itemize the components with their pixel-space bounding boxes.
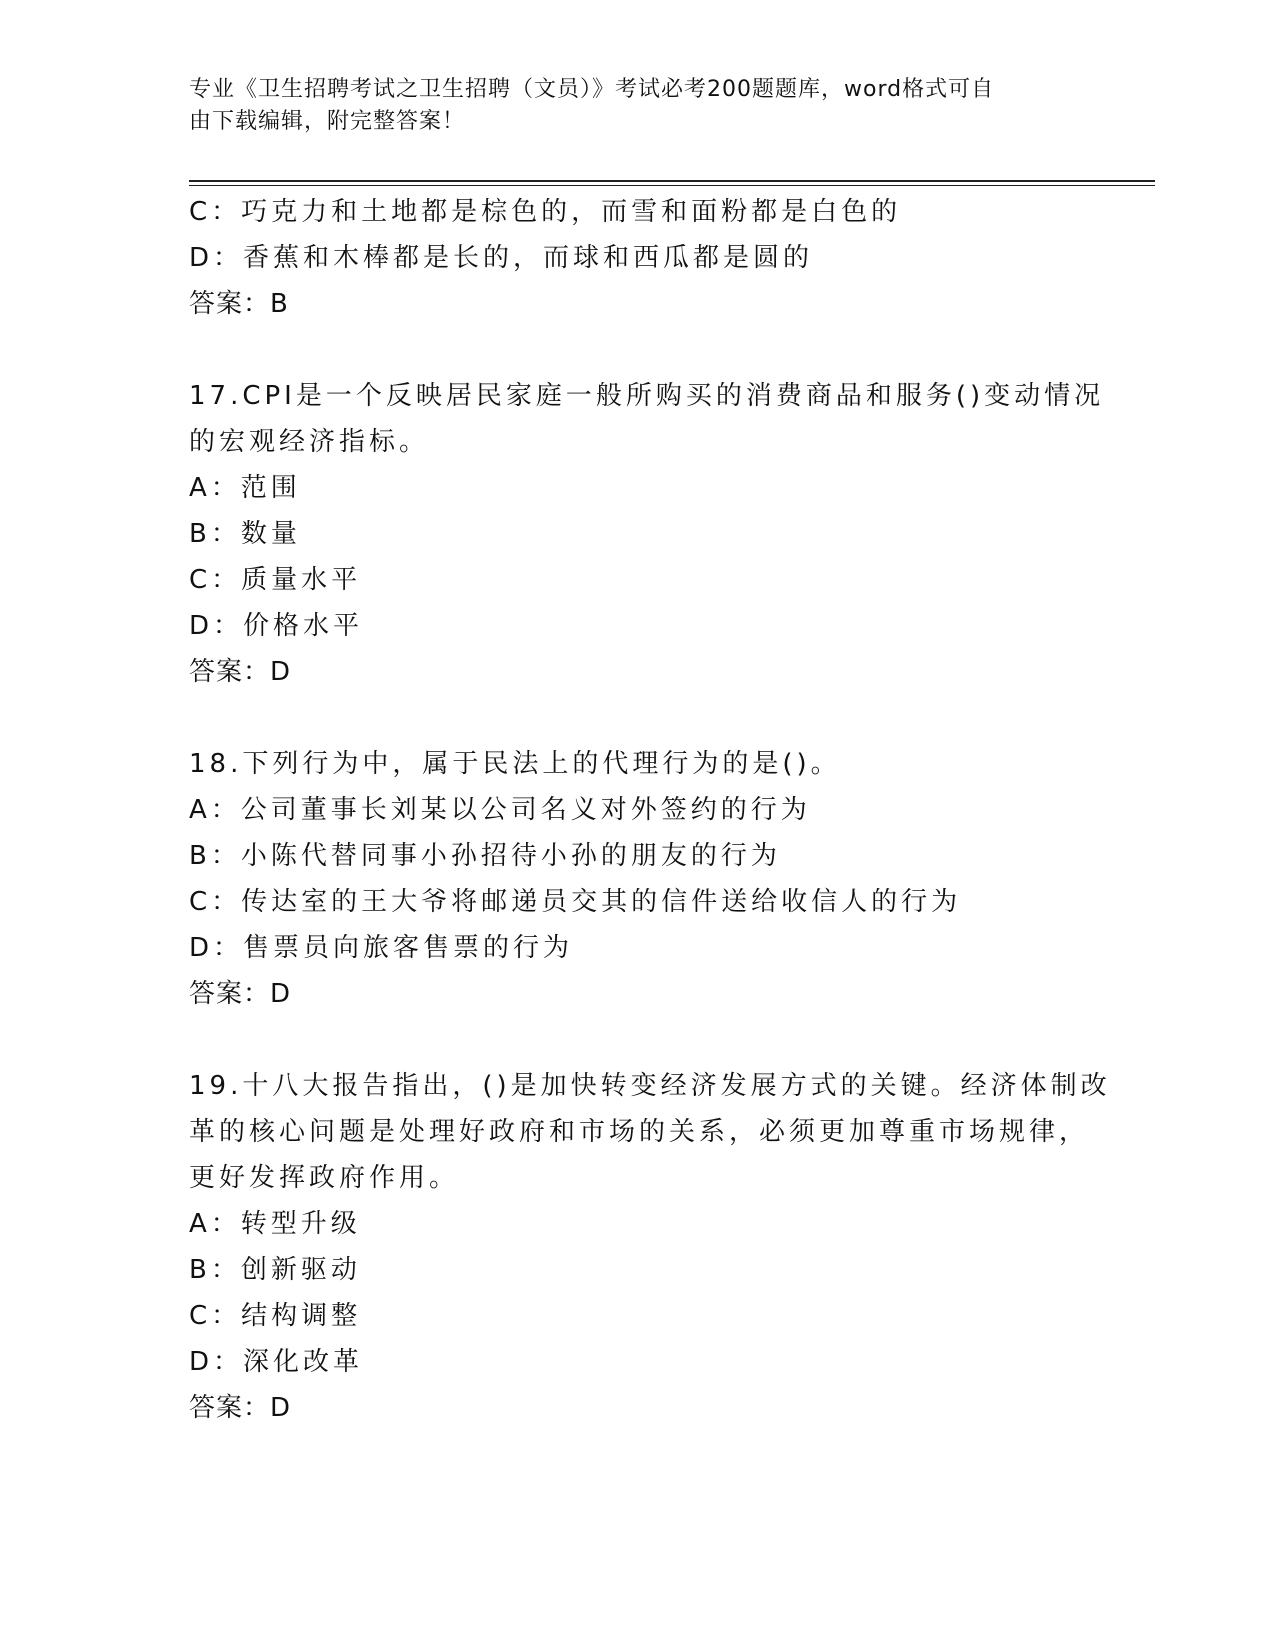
option-b: B：创新驱动 [189, 1255, 361, 1285]
option-d: D：深化改革 [189, 1347, 364, 1377]
question-stem: 19.十八大报告指出，()是加快转变经济发展方式的关键。经济体制改 [189, 1071, 1111, 1101]
question-stem: 革的核心问题是处理好政府和市场的关系，必须更加尊重市场规律， [189, 1117, 1090, 1147]
option-c: C：巧克力和土地都是棕色的，而雪和面粉都是白色的 [189, 197, 902, 227]
option-d: D：价格水平 [189, 611, 364, 641]
question-16-continued [189, 189, 1109, 327]
question-stem: 的宏观经济指标。 [189, 427, 430, 457]
option-d: D：售票员向旅客售票的行为 [189, 933, 574, 963]
option-b: B：数量 [189, 519, 301, 549]
answer: 答案：D [189, 1393, 292, 1423]
option-c: C：传达室的王大爷将邮递员交其的信件送给收信人的行为 [189, 887, 962, 917]
header-line-2: 由下载编辑，附完整答案！ [189, 109, 466, 134]
question-19 [189, 1063, 1109, 1431]
question-18 [189, 741, 1109, 1017]
header-divider-thick [189, 180, 1155, 182]
question-stem: 更好发挥政府作用。 [189, 1163, 460, 1193]
answer: 答案：D [189, 979, 292, 1009]
spacer [189, 327, 1109, 373]
option-a: A：范围 [189, 473, 301, 503]
question-17 [189, 373, 1109, 695]
spacer [189, 695, 1109, 741]
answer: 答案：B [189, 289, 289, 319]
question-stem: 17.CPI是一个反映居民家庭一般所购买的消费商品和服务()变动情况 [189, 381, 1105, 411]
header-line-1: 专业《卫生招聘考试之卫生招聘（文员）》考试必考200题题库，word格式可自 [189, 77, 995, 102]
option-a: A：公司董事长刘某以公司名义对外签约的行为 [189, 795, 811, 825]
spacer [189, 1017, 1109, 1063]
option-d: D：香蕉和木棒都是长的，而球和西瓜都是圆的 [189, 243, 814, 273]
answer: 答案：D [189, 657, 292, 687]
page-header [189, 74, 1069, 138]
option-c: C：结构调整 [189, 1301, 362, 1331]
header-divider-thin [189, 185, 1155, 186]
option-a: A：转型升级 [189, 1209, 361, 1239]
document-body [189, 189, 1109, 1431]
option-b: B：小陈代替同事小孙招待小孙的朋友的行为 [189, 841, 781, 871]
question-stem: 18.下列行为中，属于民法上的代理行为的是()。 [189, 749, 841, 779]
option-c: C：质量水平 [189, 565, 362, 595]
